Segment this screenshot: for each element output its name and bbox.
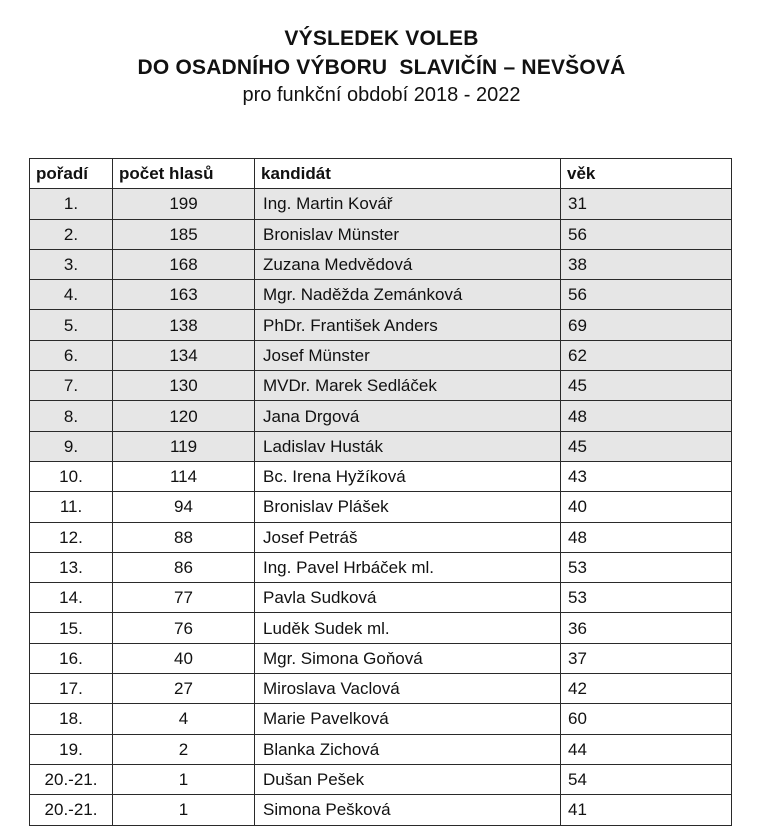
- cell-age: 56: [561, 219, 732, 249]
- table-row: [30, 583, 732, 613]
- table-row: [30, 249, 732, 279]
- cell-age: 62: [561, 340, 732, 370]
- cell-age: 45: [561, 431, 732, 461]
- table-row: [30, 340, 732, 370]
- cell-votes: 130: [113, 371, 255, 401]
- cell-age: 38: [561, 249, 732, 279]
- cell-candidate: Miroslava Vaclová: [255, 674, 561, 704]
- table-row: [30, 189, 732, 219]
- cell-age: 53: [561, 583, 732, 613]
- column-header-votes: počet hlasů: [113, 159, 255, 189]
- cell-age: 53: [561, 552, 732, 582]
- table-row: [30, 674, 732, 704]
- cell-votes: 138: [113, 310, 255, 340]
- cell-rank: 20.-21.: [30, 764, 113, 794]
- cell-rank: 7.: [30, 371, 113, 401]
- cell-candidate: Zuzana Medvědová: [255, 249, 561, 279]
- subtitle: pro funkční období 2018 - 2022: [242, 84, 521, 106]
- cell-age: 60: [561, 704, 732, 734]
- table-row: [30, 492, 732, 522]
- cell-rank: 19.: [30, 734, 113, 764]
- cell-age: 48: [561, 401, 732, 431]
- cell-age: 56: [561, 280, 732, 310]
- cell-votes: 1: [113, 764, 255, 794]
- cell-votes: 88: [113, 522, 255, 552]
- document-header: [0, 24, 763, 109]
- table-row: [30, 310, 732, 340]
- cell-candidate: Bc. Irena Hyžíková: [255, 461, 561, 491]
- cell-rank: 20.-21.: [30, 795, 113, 825]
- cell-votes: 114: [113, 461, 255, 491]
- table-header-row: [30, 159, 732, 189]
- cell-rank: 3.: [30, 249, 113, 279]
- column-header-rank: pořadí: [30, 159, 113, 189]
- cell-candidate: MVDr. Marek Sedláček: [255, 371, 561, 401]
- cell-rank: 1.: [30, 189, 113, 219]
- cell-votes: 168: [113, 249, 255, 279]
- cell-rank: 11.: [30, 492, 113, 522]
- cell-rank: 5.: [30, 310, 113, 340]
- cell-candidate: Mgr. Naděžda Zemánková: [255, 280, 561, 310]
- cell-rank: 17.: [30, 674, 113, 704]
- cell-age: 69: [561, 310, 732, 340]
- cell-rank: 8.: [30, 401, 113, 431]
- table-row: [30, 764, 732, 794]
- cell-candidate: Pavla Sudková: [255, 583, 561, 613]
- cell-votes: 27: [113, 674, 255, 704]
- cell-candidate: Bronislav Plášek: [255, 492, 561, 522]
- cell-candidate: Marie Pavelková: [255, 704, 561, 734]
- cell-votes: 199: [113, 189, 255, 219]
- cell-age: 54: [561, 764, 732, 794]
- column-header-age: věk: [561, 159, 732, 189]
- cell-votes: 94: [113, 492, 255, 522]
- table-row: [30, 552, 732, 582]
- cell-age: 41: [561, 795, 732, 825]
- cell-candidate: Ladislav Husták: [255, 431, 561, 461]
- cell-age: 36: [561, 613, 732, 643]
- cell-votes: 4: [113, 704, 255, 734]
- table-body: [30, 189, 732, 825]
- cell-votes: 185: [113, 219, 255, 249]
- title-line-2: DO OSADNÍHO VÝBORU SLAVIČÍN – NEVŠOVÁ: [137, 56, 626, 79]
- cell-votes: 40: [113, 643, 255, 673]
- cell-candidate: Jana Drgová: [255, 401, 561, 431]
- cell-rank: 12.: [30, 522, 113, 552]
- cell-candidate: Mgr. Simona Goňová: [255, 643, 561, 673]
- table-row: [30, 613, 732, 643]
- cell-votes: 2: [113, 734, 255, 764]
- table-row: [30, 219, 732, 249]
- cell-candidate: PhDr. František Anders: [255, 310, 561, 340]
- cell-rank: 16.: [30, 643, 113, 673]
- cell-candidate: Josef Münster: [255, 340, 561, 370]
- cell-votes: 120: [113, 401, 255, 431]
- cell-age: 31: [561, 189, 732, 219]
- cell-candidate: Dušan Pešek: [255, 764, 561, 794]
- cell-votes: 1: [113, 795, 255, 825]
- table-row: [30, 461, 732, 491]
- column-header-candidate: kandidát: [255, 159, 561, 189]
- cell-candidate: Blanka Zichová: [255, 734, 561, 764]
- table-row: [30, 795, 732, 825]
- cell-age: 48: [561, 522, 732, 552]
- cell-rank: 18.: [30, 704, 113, 734]
- table-row: [30, 643, 732, 673]
- table-row: [30, 734, 732, 764]
- cell-votes: 76: [113, 613, 255, 643]
- cell-age: 45: [561, 371, 732, 401]
- cell-rank: 15.: [30, 613, 113, 643]
- cell-rank: 6.: [30, 340, 113, 370]
- cell-votes: 163: [113, 280, 255, 310]
- cell-candidate: Ing. Pavel Hrbáček ml.: [255, 552, 561, 582]
- cell-age: 40: [561, 492, 732, 522]
- cell-candidate: Luděk Sudek ml.: [255, 613, 561, 643]
- cell-votes: 77: [113, 583, 255, 613]
- table-row: [30, 522, 732, 552]
- cell-votes: 134: [113, 340, 255, 370]
- cell-rank: 13.: [30, 552, 113, 582]
- table-row: [30, 401, 732, 431]
- cell-age: 43: [561, 461, 732, 491]
- cell-age: 37: [561, 643, 732, 673]
- table-row: [30, 280, 732, 310]
- cell-candidate: Josef Petráš: [255, 522, 561, 552]
- cell-candidate: Simona Pešková: [255, 795, 561, 825]
- cell-rank: 10.: [30, 461, 113, 491]
- cell-candidate: Ing. Martin Kovář: [255, 189, 561, 219]
- title-line-1: VÝSLEDEK VOLEB: [284, 27, 479, 50]
- table-row: [30, 371, 732, 401]
- results-table: [29, 158, 732, 826]
- cell-candidate: Bronislav Münster: [255, 219, 561, 249]
- cell-rank: 9.: [30, 431, 113, 461]
- table-row: [30, 704, 732, 734]
- cell-age: 44: [561, 734, 732, 764]
- cell-age: 42: [561, 674, 732, 704]
- table-row: [30, 431, 732, 461]
- cell-rank: 14.: [30, 583, 113, 613]
- cell-votes: 86: [113, 552, 255, 582]
- cell-rank: 2.: [30, 219, 113, 249]
- cell-votes: 119: [113, 431, 255, 461]
- cell-rank: 4.: [30, 280, 113, 310]
